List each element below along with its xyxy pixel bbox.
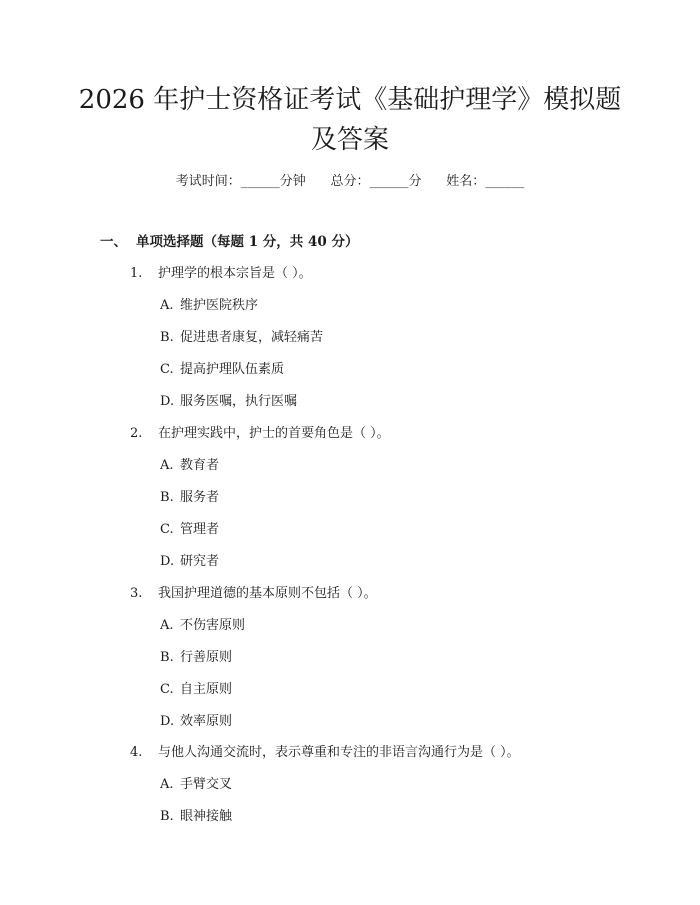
option-text: 服务医嘱，执行医嘱 <box>180 394 298 409</box>
section-label: 单项选择题（每题 1 分，共 40 分） <box>136 234 359 250</box>
option-1d <box>160 390 297 409</box>
option-text: 不伤害原则 <box>180 618 246 633</box>
option-text: 行善原则 <box>180 650 233 665</box>
option-2b <box>160 486 219 505</box>
option-letter: B. <box>160 330 174 345</box>
option-letter: D. <box>160 554 175 569</box>
option-1c <box>160 358 284 377</box>
question-text: 我国护理道德的基本原则不包括（ ）。 <box>158 586 377 601</box>
option-3c <box>160 678 232 697</box>
option-letter: A. <box>160 777 174 792</box>
option-letter: C. <box>160 522 174 537</box>
document-title: 2026 年护士资格证考试《基础护理学》模拟题及答案 <box>78 85 622 155</box>
option-letter: C. <box>160 682 174 697</box>
option-3b <box>160 646 232 665</box>
option-3d <box>160 710 232 729</box>
option-letter: A. <box>160 458 174 473</box>
option-3a <box>160 614 245 633</box>
option-1a <box>160 294 258 313</box>
option-text: 教育者 <box>180 458 220 473</box>
question-text: 护理学的根本宗旨是（ ）。 <box>158 266 312 281</box>
section-heading <box>100 230 358 250</box>
option-letter: D. <box>160 394 175 409</box>
question-4 <box>130 741 520 760</box>
option-letter: B. <box>160 650 174 665</box>
option-letter: D. <box>160 714 175 729</box>
option-text: 眼神接触 <box>180 809 233 824</box>
option-1b <box>160 326 323 345</box>
option-text: 研究者 <box>180 554 220 569</box>
option-2d <box>160 550 219 569</box>
option-4a <box>160 773 232 792</box>
option-letter: A. <box>160 618 174 633</box>
question-text: 与他人沟通交流时，表示尊重和专注的非语言沟通行为是（ ）。 <box>158 745 520 760</box>
option-text: 自主原则 <box>180 682 233 697</box>
question-number: 4. <box>130 745 143 760</box>
option-text: 服务者 <box>180 490 220 505</box>
section-number: 一、 <box>100 234 127 250</box>
exam-info-line: 考试时间：______分钟 总分：______分 姓名：______ <box>175 174 525 189</box>
option-2a <box>160 454 219 473</box>
option-4b <box>160 805 232 824</box>
question-2 <box>130 422 390 441</box>
option-letter: C. <box>160 362 174 377</box>
question-text: 在护理实践中，护士的首要角色是（ ）。 <box>158 426 390 441</box>
option-text: 手臂交叉 <box>180 777 233 792</box>
question-number: 2. <box>130 426 143 441</box>
option-text: 管理者 <box>180 522 220 537</box>
question-3 <box>130 582 377 601</box>
question-number: 1. <box>130 266 143 281</box>
question-number: 3. <box>130 586 143 601</box>
option-text: 维护医院秩序 <box>180 298 259 313</box>
option-2c <box>160 518 219 537</box>
option-letter: B. <box>160 809 174 824</box>
option-text: 促进患者康复，减轻痛苦 <box>180 330 324 345</box>
option-letter: A. <box>160 298 174 313</box>
question-1 <box>130 262 312 281</box>
option-text: 效率原则 <box>180 714 233 729</box>
option-letter: B. <box>160 490 174 505</box>
option-text: 提高护理队伍素质 <box>180 362 285 377</box>
